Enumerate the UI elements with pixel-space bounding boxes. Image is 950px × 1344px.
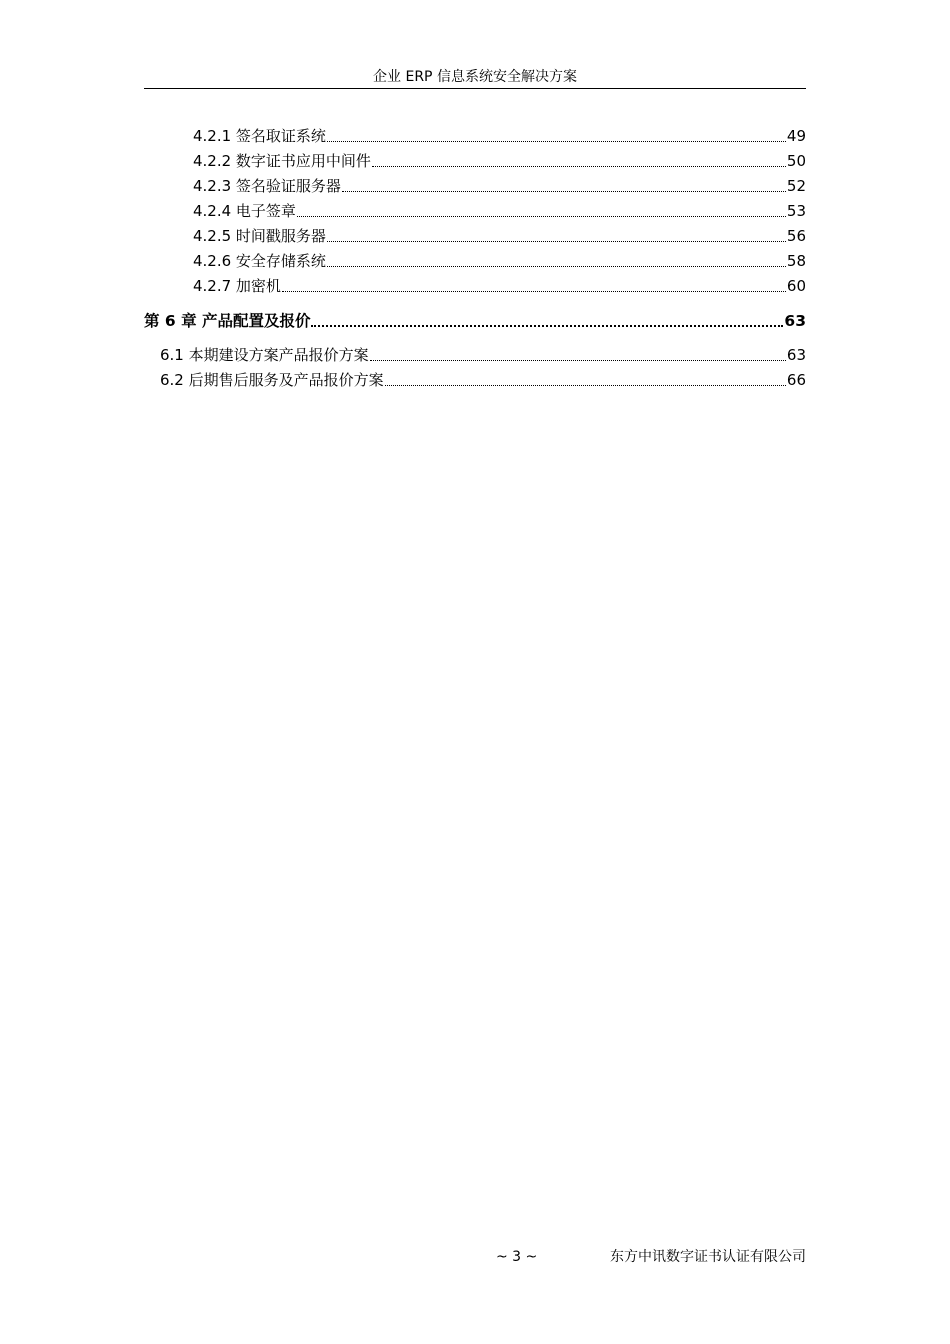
dot-leader [311,325,783,327]
company-name: 东方中讯数字证书认证有限公司 [610,1249,806,1265]
toc-entry-title: 4.2.2 数字证书应用中间件 [193,152,371,170]
toc-entry-page: 53 [786,202,806,220]
toc-entry-4-2-1[interactable] [144,124,806,149]
dot-leader [370,360,786,361]
toc-entry-page: 52 [786,177,806,195]
toc-entry-4-2-3[interactable] [144,174,806,199]
toc-entry-page: 49 [786,127,806,145]
toc-entry-title: 4.2.4 电子签章 [193,202,296,220]
dot-leader [385,385,786,386]
toc-entry-4-2-6[interactable] [144,249,806,274]
toc-entry-page: 63 [784,312,806,330]
dot-leader [297,216,786,217]
toc-entry-title: 4.2.1 签名取证系统 [193,127,326,145]
toc-entry-6-2[interactable] [144,368,806,393]
toc-entry-4-2-2[interactable] [144,149,806,174]
toc-entry-page: 58 [786,252,806,270]
toc-entry-4-2-4[interactable] [144,199,806,224]
toc-entry-page: 63 [786,346,806,364]
page-number: ~ 3 ~ [496,1249,538,1265]
toc-entry-title: 6.1 本期建设方案产品报价方案 [160,346,369,364]
toc-entry-page: 66 [786,371,806,389]
toc-entry-page: 50 [786,152,806,170]
dot-leader [327,241,786,242]
toc-entry-title: 4.2.5 时间戳服务器 [193,227,326,245]
toc-entry-title: 4.2.3 签名验证服务器 [193,177,341,195]
dot-leader [342,191,786,192]
toc-entry-4-2-7[interactable] [144,274,806,299]
toc-entry-6-1[interactable] [144,343,806,368]
toc-entry-page: 56 [786,227,806,245]
table-of-contents [144,124,806,393]
toc-entry-page: 60 [786,277,806,295]
toc-entry-title: 第 6 章 产品配置及报价 [144,312,311,330]
toc-entry-title: 4.2.7 加密机 [193,277,281,295]
header-rule [144,88,806,89]
toc-entry-chapter-6[interactable] [144,309,806,334]
toc-entry-4-2-5[interactable] [144,224,806,249]
toc-entry-title: 4.2.6 安全存储系统 [193,252,326,270]
dot-leader [327,266,786,267]
dot-leader [327,141,786,142]
dot-leader [282,291,786,292]
running-header: 企业 ERP 信息系统安全解决方案 [373,69,577,85]
toc-entry-title: 6.2 后期售后服务及产品报价方案 [160,371,384,389]
dot-leader [372,166,786,167]
